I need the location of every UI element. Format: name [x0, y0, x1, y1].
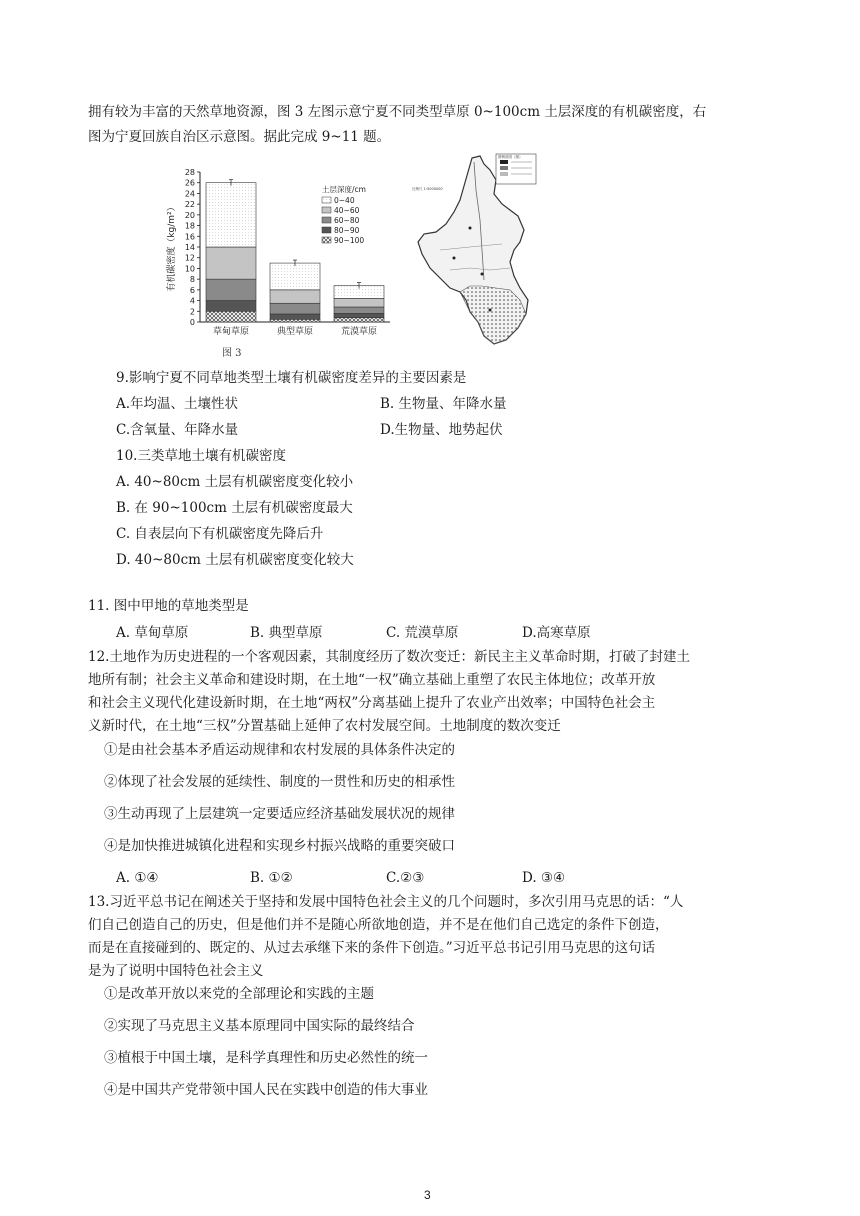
intro-line-2: 图为宁夏回族自治区示意图。据此完成 9~11 题。 [88, 129, 391, 145]
q11-option-b: B. 典型草原 [250, 625, 323, 641]
y-tick-label: 22 [184, 200, 195, 210]
y-tick-label: 20 [184, 210, 195, 220]
y-tick-label: 16 [184, 232, 195, 242]
bar-segment [334, 307, 384, 313]
q12-line-1: 12.土地作为历史进程的一个客观因素，其制度经历了数次变迁：新民主主义革命时期，打破了封建土 [88, 649, 690, 665]
bar-segment [270, 263, 320, 290]
x-category-label: 草甸草原 [212, 327, 250, 337]
q12-line-4: 义新时代，在土地“三权”分置基础上延伸了农村发展空间。土地制度的数次变迁 [88, 718, 561, 734]
y-tick-label: 8 [189, 275, 195, 285]
legend-entry: 90~100 [334, 236, 365, 245]
q10-option-b: B. 在 90~100cm 土层有机碳密度最大 [116, 500, 353, 516]
bar-segment [206, 311, 256, 322]
bar-segment [334, 298, 384, 307]
q9-option-c: C.含氧量、年降水量 [116, 422, 239, 438]
q9-option-d: D.生物量、地势起伏 [380, 422, 503, 438]
bar-segment [206, 247, 256, 279]
q12-statement-4: ④是加快推进城镇化进程和实现乡村振兴战略的重要突破口 [104, 838, 455, 854]
q12-line-3: 和社会主义现代化建设新时期，在土地“两权”分离基础上提升了农业产出效率；中国特色社会主 [88, 695, 656, 711]
legend-entry: 0~40 [334, 196, 355, 205]
y-tick-label: 28 [184, 168, 195, 177]
y-tick-label: 18 [184, 221, 195, 231]
x-category-label: 典型草原 [276, 327, 314, 337]
y-tick-label: 6 [189, 285, 195, 295]
bar-segment [334, 318, 384, 322]
y-axis-label: 有机碳密度（kg/m²） [167, 202, 177, 292]
q12-statement-1: ①是由社会基本矛盾运动规律和农村发展的具体条件决定的 [104, 742, 455, 758]
q10-option-d: D. 40~80cm 土层有机碳密度变化较大 [116, 552, 354, 568]
legend-swatch [322, 237, 331, 243]
legend-swatch [322, 197, 331, 203]
q10-stem: 10.三类草地土壤有机碳密度 [116, 448, 286, 464]
figure-3 [160, 150, 540, 365]
legend-swatch [322, 217, 331, 223]
figure-caption: 图 3 [222, 348, 242, 359]
q9-option-a: A.年均温、土壤性状 [116, 396, 239, 412]
q13-statement-2: ②实现了马克思主义基本原理同中国实际的最终结合 [104, 1018, 415, 1034]
intro-line-1: 拥有较为丰富的天然草地资源，图 3 左图示意宁夏不同类型草原 0~100cm 土层深度的有机碳密度，右 [88, 104, 707, 120]
x-category-label: 荒漠草原 [340, 327, 378, 337]
bar-segment [270, 319, 320, 322]
q10-option-c: C. 自表层向下有机碳密度先降后升 [116, 526, 324, 542]
map-scale: 比例尺 1:5000000 [412, 187, 443, 191]
y-tick-label: 0 [189, 318, 195, 327]
q13-line-1: 13.习近平总书记在阐述关于坚持和发展中国特色社会主义的几个问题时，多次引用马克思的话：“人 [88, 894, 684, 910]
q12-option-c: C.②③ [386, 870, 425, 886]
y-tick-label: 12 [184, 253, 195, 263]
y-tick-label: 26 [184, 178, 195, 188]
page-number: 3 [424, 1188, 431, 1202]
legend-entry: 60~80 [334, 216, 360, 225]
bar-segment [270, 314, 320, 319]
bar-segment [270, 303, 320, 314]
q12-line-2: 地所有制；社会主义革命和建设时期，在土地“一权”确立基础上重塑了农民主体地位；改革开放 [88, 672, 656, 688]
y-tick-label: 14 [184, 243, 195, 252]
q9-stem: 9.影响宁夏不同草地类型土壤有机碳密度差异的主要因素是 [116, 370, 467, 386]
ningxia-map [410, 150, 540, 350]
bar-segment [206, 301, 256, 312]
bar-segment [206, 279, 256, 300]
bar-segment [270, 290, 320, 303]
legend-entry: 40~60 [334, 206, 360, 215]
q10-option-a: A. 40~80cm 土层有机碳密度变化较小 [116, 474, 354, 490]
q12-option-b: B. ①② [250, 870, 293, 886]
q13-line-4: 是为了说明中国特色社会主义 [88, 963, 264, 979]
y-tick-label: 10 [184, 264, 195, 274]
map-legend-title: 图例说明（图） [498, 155, 523, 159]
q13-statement-3: ③植根于中国土壤，是科学真理性和历史必然性的统一 [104, 1050, 428, 1066]
y-tick-label: 24 [184, 189, 195, 199]
q13-line-3: 而是在直接碰到的、既定的、从过去承继下来的条件下创造。”习近平总书记引用马克思的这句话 [88, 940, 656, 956]
y-tick-label: 4 [189, 296, 195, 306]
legend-swatch [322, 207, 331, 213]
bar-segment [206, 183, 256, 247]
bar-segment [334, 313, 384, 317]
q13-statement-1: ①是改革开放以来党的全部理论和实践的主题 [104, 986, 374, 1002]
q13-line-2: 们自己创造自己的历史，但是他们并不是随心所欲地创造，并不是在他们自己选定的条件下创造， [88, 917, 669, 933]
q9-option-b: B. 生物量、年降水量 [380, 396, 507, 412]
q12-statement-3: ③生动再现了上层建筑一定要适应经济基础发展状况的规律 [104, 806, 455, 822]
y-tick-label: 2 [189, 307, 195, 317]
q11-stem: 11. 图中甲地的草地类型是 [88, 598, 249, 614]
q12-option-d: D. ③④ [522, 870, 566, 886]
organic-carbon-bar-chart [160, 150, 400, 345]
q12-statement-2: ②体现了社会发展的延续性、制度的一贯性和历史的相承性 [104, 774, 455, 790]
q11-option-d: D.高寒草原 [522, 625, 591, 641]
legend-entry: 80~90 [334, 226, 360, 235]
legend-title: 土层深度/cm [322, 185, 366, 194]
q12-option-a: A. ①④ [116, 870, 159, 886]
q11-option-a: A. 草甸草原 [116, 625, 189, 641]
legend-swatch [322, 227, 331, 233]
q13-statement-4: ④是中国共产党带领中国人民在实践中创造的伟大事业 [104, 1082, 428, 1098]
q11-option-c: C. 荒漠草原 [386, 625, 459, 641]
